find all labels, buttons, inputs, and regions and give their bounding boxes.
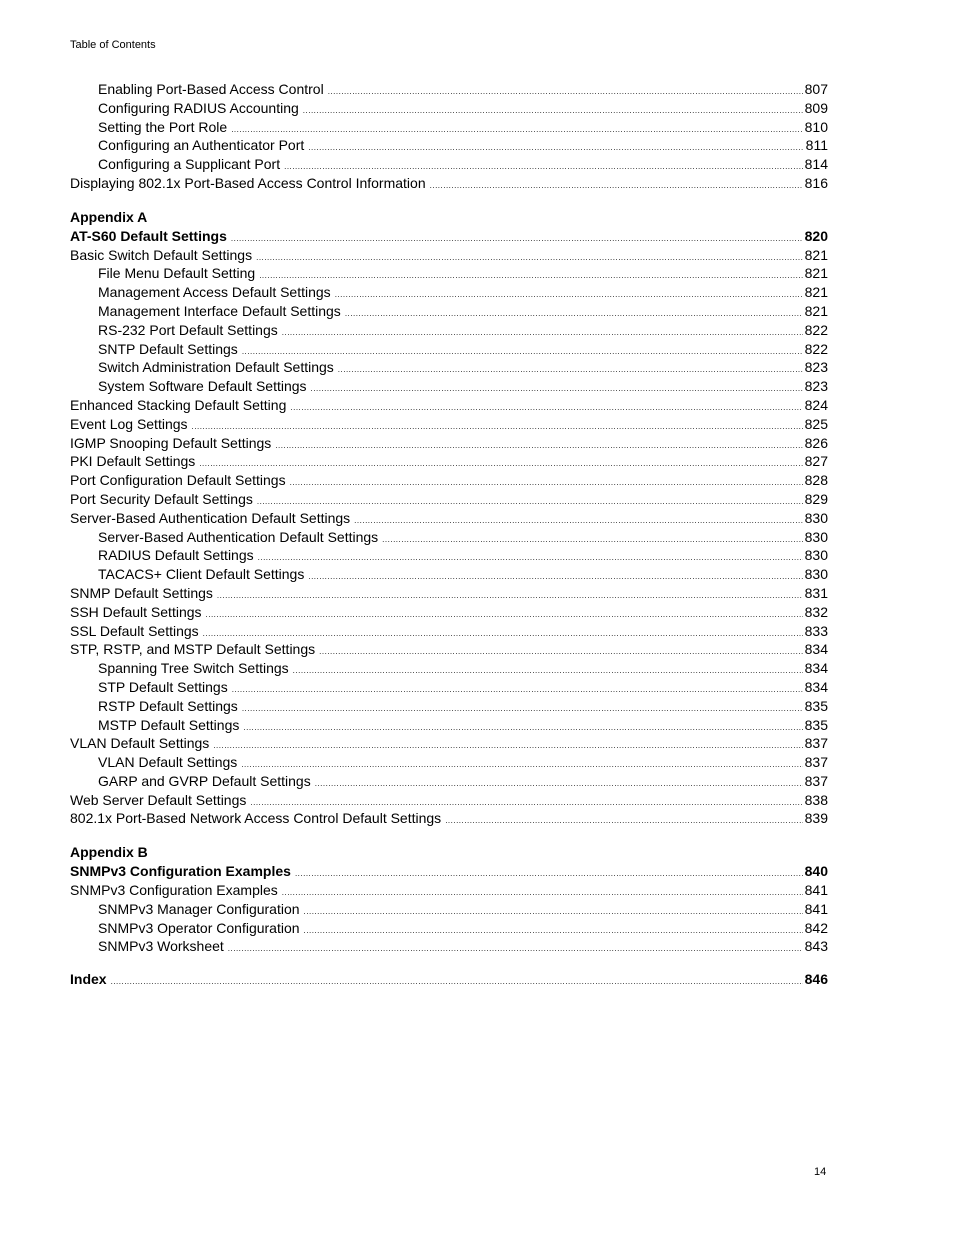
toc-entry-title: STP Default Settings bbox=[98, 678, 228, 695]
toc-entry-title: STP, RSTP, and MSTP Default Settings bbox=[70, 641, 316, 658]
toc-entry-title: Management Access Default Settings bbox=[98, 284, 331, 301]
dot-leader bbox=[282, 324, 803, 343]
page-number: 14 bbox=[814, 1166, 827, 1178]
toc-entry[interactable] bbox=[70, 640, 828, 659]
toc-entry-page: 835 bbox=[804, 697, 828, 714]
toc-entry[interactable] bbox=[70, 772, 828, 791]
toc-entry[interactable] bbox=[70, 937, 828, 956]
toc-entry-title: SSH Default Settings bbox=[70, 603, 202, 620]
toc-entry-page: 830 bbox=[804, 509, 828, 526]
toc-entry-page: 828 bbox=[804, 472, 828, 489]
dot-leader bbox=[304, 922, 803, 941]
dot-leader bbox=[111, 973, 803, 992]
toc-entry[interactable] bbox=[70, 603, 828, 622]
toc-entry-title: MSTP Default Settings bbox=[98, 716, 240, 733]
toc-entry-page: 821 bbox=[804, 246, 828, 263]
table-of-contents bbox=[70, 80, 828, 989]
dot-leader bbox=[308, 139, 803, 158]
toc-entry[interactable] bbox=[70, 809, 828, 828]
toc-entry-page: 831 bbox=[804, 584, 828, 601]
dot-leader bbox=[259, 267, 802, 286]
toc-entry-title: Enabling Port-Based Access Control bbox=[98, 81, 324, 97]
toc-entry-page: 832 bbox=[804, 603, 828, 620]
toc-entry-title: Switch Administration Default Settings bbox=[98, 359, 334, 376]
toc-entry-title: IGMP Snooping Default Settings bbox=[70, 434, 272, 451]
toc-entry-title: SNMPv3 Operator Configuration bbox=[98, 919, 300, 936]
toc-chapter-entry[interactable] bbox=[70, 227, 828, 246]
toc-entry-title: PKI Default Settings bbox=[70, 453, 196, 470]
toc-entry-title: System Software Default Settings bbox=[98, 378, 307, 395]
toc-entry-title: VLAN Default Settings bbox=[98, 754, 238, 771]
toc-entry-title: 802.1x Port-Based Network Access Control Default Settings bbox=[70, 810, 442, 827]
dot-leader bbox=[241, 756, 802, 775]
toc-entry[interactable] bbox=[70, 753, 828, 772]
dot-leader bbox=[338, 361, 803, 380]
toc-entry-page: 838 bbox=[804, 791, 828, 808]
toc-entry-page: 837 bbox=[804, 772, 828, 789]
toc-entry-page: 839 bbox=[804, 810, 828, 827]
toc-entry[interactable] bbox=[70, 434, 828, 453]
toc-entry[interactable] bbox=[70, 264, 828, 283]
toc-entry-page: 829 bbox=[804, 490, 828, 507]
dot-leader bbox=[345, 305, 803, 324]
toc-entry-title: Configuring a Supplicant Port bbox=[98, 156, 281, 173]
toc-entry-title: Event Log Settings bbox=[70, 415, 188, 432]
toc-entry[interactable] bbox=[70, 377, 828, 396]
toc-entry-page: 821 bbox=[804, 265, 828, 282]
toc-entry[interactable] bbox=[70, 246, 828, 265]
toc-entry[interactable] bbox=[70, 396, 828, 415]
dot-leader bbox=[430, 177, 803, 196]
toc-entry[interactable] bbox=[70, 734, 828, 753]
dot-leader bbox=[217, 587, 803, 606]
toc-entry-page: 842 bbox=[804, 919, 828, 936]
toc-entry-page: 823 bbox=[804, 359, 828, 376]
toc-entry-title: Index bbox=[70, 971, 107, 988]
dot-leader bbox=[242, 700, 803, 719]
toc-entry[interactable] bbox=[70, 155, 828, 174]
toc-entry[interactable] bbox=[70, 321, 828, 340]
dot-leader bbox=[445, 812, 802, 831]
toc-entry-title: SNMPv3 Configuration Examples bbox=[70, 882, 278, 899]
toc-entry-title: Port Configuration Default Settings bbox=[70, 472, 286, 489]
toc-entry-page: 810 bbox=[804, 118, 828, 135]
dot-leader bbox=[293, 662, 803, 681]
toc-entry[interactable] bbox=[70, 302, 828, 321]
toc-entry[interactable] bbox=[70, 565, 828, 584]
toc-entry-page: 822 bbox=[804, 340, 828, 357]
toc-entry-title: SNMP Default Settings bbox=[70, 584, 213, 601]
toc-entry-title: File Menu Default Setting bbox=[98, 265, 256, 282]
toc-entry-title: Server-Based Authentication Default Settings bbox=[98, 528, 379, 545]
toc-entry-page: 821 bbox=[804, 302, 828, 319]
toc-entry-title: TACACS+ Client Default Settings bbox=[98, 566, 305, 583]
toc-entry-title: Displaying 802.1x Port-Based Access Control Information bbox=[70, 174, 426, 191]
running-header: Table of Contents bbox=[70, 39, 156, 51]
toc-entry-page: 822 bbox=[804, 321, 828, 338]
toc-entry-page: 816 bbox=[804, 174, 828, 191]
toc-entry-title: Spanning Tree Switch Settings bbox=[98, 660, 289, 677]
toc-entry-title: AT-S60 Default Settings bbox=[70, 227, 227, 244]
toc-entry-page: 840 bbox=[804, 863, 828, 880]
toc-entry-title: SNTP Default Settings bbox=[98, 340, 238, 357]
toc-entry-title: Basic Switch Default Settings bbox=[70, 246, 253, 263]
toc-entry[interactable] bbox=[70, 358, 828, 377]
toc-entry[interactable] bbox=[70, 490, 828, 509]
toc-entry-title: Setting the Port Role bbox=[98, 118, 228, 135]
toc-entry-page: 834 bbox=[804, 678, 828, 695]
dot-leader bbox=[231, 230, 803, 249]
toc-entry[interactable] bbox=[70, 99, 828, 118]
toc-entry-title: SNMPv3 Configuration Examples bbox=[70, 863, 291, 880]
toc-entry-title: RADIUS Default Settings bbox=[98, 547, 254, 564]
toc-entry[interactable] bbox=[70, 622, 828, 641]
toc-entry[interactable] bbox=[70, 584, 828, 603]
dot-leader bbox=[243, 719, 802, 738]
appendix-heading: Appendix A bbox=[70, 208, 148, 225]
dot-leader bbox=[335, 286, 803, 305]
toc-entry[interactable] bbox=[70, 471, 828, 490]
toc-entry-title: RS-232 Port Default Settings bbox=[98, 321, 278, 338]
dot-leader bbox=[206, 606, 803, 625]
toc-entry-title: Port Security Default Settings bbox=[70, 490, 253, 507]
dot-leader bbox=[354, 512, 802, 531]
toc-entry[interactable] bbox=[70, 716, 828, 735]
toc-entry-page: 833 bbox=[804, 622, 828, 639]
toc-entry-title: VLAN Default Settings bbox=[70, 735, 210, 752]
toc-entry[interactable] bbox=[70, 659, 828, 678]
toc-entry-page: 841 bbox=[804, 900, 828, 917]
toc-entry-title: SSL Default Settings bbox=[70, 622, 199, 639]
toc-entry-page: 834 bbox=[804, 660, 828, 677]
toc-entry[interactable] bbox=[70, 900, 828, 919]
toc-entry[interactable] bbox=[70, 546, 828, 565]
toc-entry-title: Configuring an Authenticator Port bbox=[98, 137, 305, 154]
toc-entry-page: 830 bbox=[804, 566, 828, 583]
dot-leader bbox=[315, 775, 803, 794]
toc-entry-page: 843 bbox=[804, 938, 828, 955]
toc-entry[interactable] bbox=[70, 340, 828, 359]
toc-entry-page: 811 bbox=[805, 137, 828, 154]
toc-entry-page: 825 bbox=[804, 415, 828, 432]
dot-leader bbox=[275, 437, 802, 456]
toc-entry-title: Server-Based Authentication Default Settings bbox=[70, 509, 351, 526]
toc-entry-page: 846 bbox=[804, 971, 828, 988]
toc-chapter-entry[interactable] bbox=[70, 862, 828, 881]
toc-entry-page: 826 bbox=[804, 434, 828, 451]
toc-entry[interactable] bbox=[70, 452, 828, 471]
dot-leader bbox=[192, 418, 803, 437]
toc-entry-page: 827 bbox=[804, 453, 828, 470]
dot-leader bbox=[328, 83, 803, 102]
toc-entry-page: 820 bbox=[804, 227, 828, 244]
toc-chapter-entry[interactable] bbox=[70, 970, 828, 989]
toc-entry[interactable] bbox=[70, 118, 828, 137]
dot-leader bbox=[308, 568, 802, 587]
toc-entry-page: 807 bbox=[804, 81, 828, 97]
toc-entry-page: 837 bbox=[804, 735, 828, 752]
toc-entry-page: 830 bbox=[804, 547, 828, 564]
dot-leader bbox=[256, 249, 803, 268]
toc-entry-page: 824 bbox=[804, 396, 828, 413]
toc-entry-title: GARP and GVRP Default Settings bbox=[98, 772, 311, 789]
dot-leader bbox=[258, 549, 803, 568]
dot-leader bbox=[282, 884, 803, 903]
toc-entry-title: SNMPv3 Manager Configuration bbox=[98, 900, 300, 917]
dot-leader bbox=[311, 380, 803, 399]
toc-entry[interactable] bbox=[70, 678, 828, 697]
dot-leader bbox=[382, 531, 802, 550]
toc-entry-page: 823 bbox=[804, 378, 828, 395]
dot-leader bbox=[295, 865, 803, 884]
toc-entry-page: 830 bbox=[804, 528, 828, 545]
toc-entry[interactable] bbox=[70, 136, 828, 155]
toc-entry-page: 837 bbox=[804, 754, 828, 771]
toc-entry-title: Enhanced Stacking Default Setting bbox=[70, 396, 287, 413]
dot-leader bbox=[319, 643, 803, 662]
dot-leader bbox=[232, 681, 803, 700]
toc-entry[interactable] bbox=[70, 881, 828, 900]
dot-leader bbox=[290, 474, 803, 493]
toc-entry[interactable] bbox=[70, 509, 828, 528]
dot-leader bbox=[228, 940, 803, 959]
toc-entry-title: Management Interface Default Settings bbox=[98, 302, 341, 319]
dot-leader bbox=[231, 121, 802, 140]
toc-entry-page: 809 bbox=[804, 99, 828, 116]
dot-leader bbox=[290, 399, 802, 418]
dot-leader bbox=[304, 903, 803, 922]
dot-leader bbox=[213, 737, 802, 756]
toc-entry-title: Configuring RADIUS Accounting bbox=[98, 99, 299, 116]
appendix-heading: Appendix B bbox=[70, 844, 148, 861]
toc-entry-title: RSTP Default Settings bbox=[98, 697, 238, 714]
toc-entry[interactable] bbox=[70, 528, 828, 547]
toc-entry[interactable] bbox=[70, 283, 828, 302]
toc-entry[interactable] bbox=[70, 174, 828, 193]
dot-leader bbox=[303, 102, 803, 121]
toc-entry[interactable] bbox=[70, 697, 828, 716]
toc-entry-page: 814 bbox=[804, 156, 828, 173]
toc-entry[interactable] bbox=[70, 919, 828, 938]
toc-entry-title: SNMPv3 Worksheet bbox=[98, 938, 224, 955]
toc-entry-page: 821 bbox=[804, 284, 828, 301]
toc-entry-title: Web Server Default Settings bbox=[70, 791, 247, 808]
toc-entry[interactable] bbox=[70, 415, 828, 434]
toc-entry[interactable] bbox=[70, 80, 828, 99]
dot-leader bbox=[199, 455, 802, 474]
toc-entry[interactable] bbox=[70, 791, 828, 810]
toc-entry-page: 835 bbox=[804, 716, 828, 733]
toc-entry-page: 841 bbox=[804, 882, 828, 899]
toc-entry-page: 834 bbox=[804, 641, 828, 658]
